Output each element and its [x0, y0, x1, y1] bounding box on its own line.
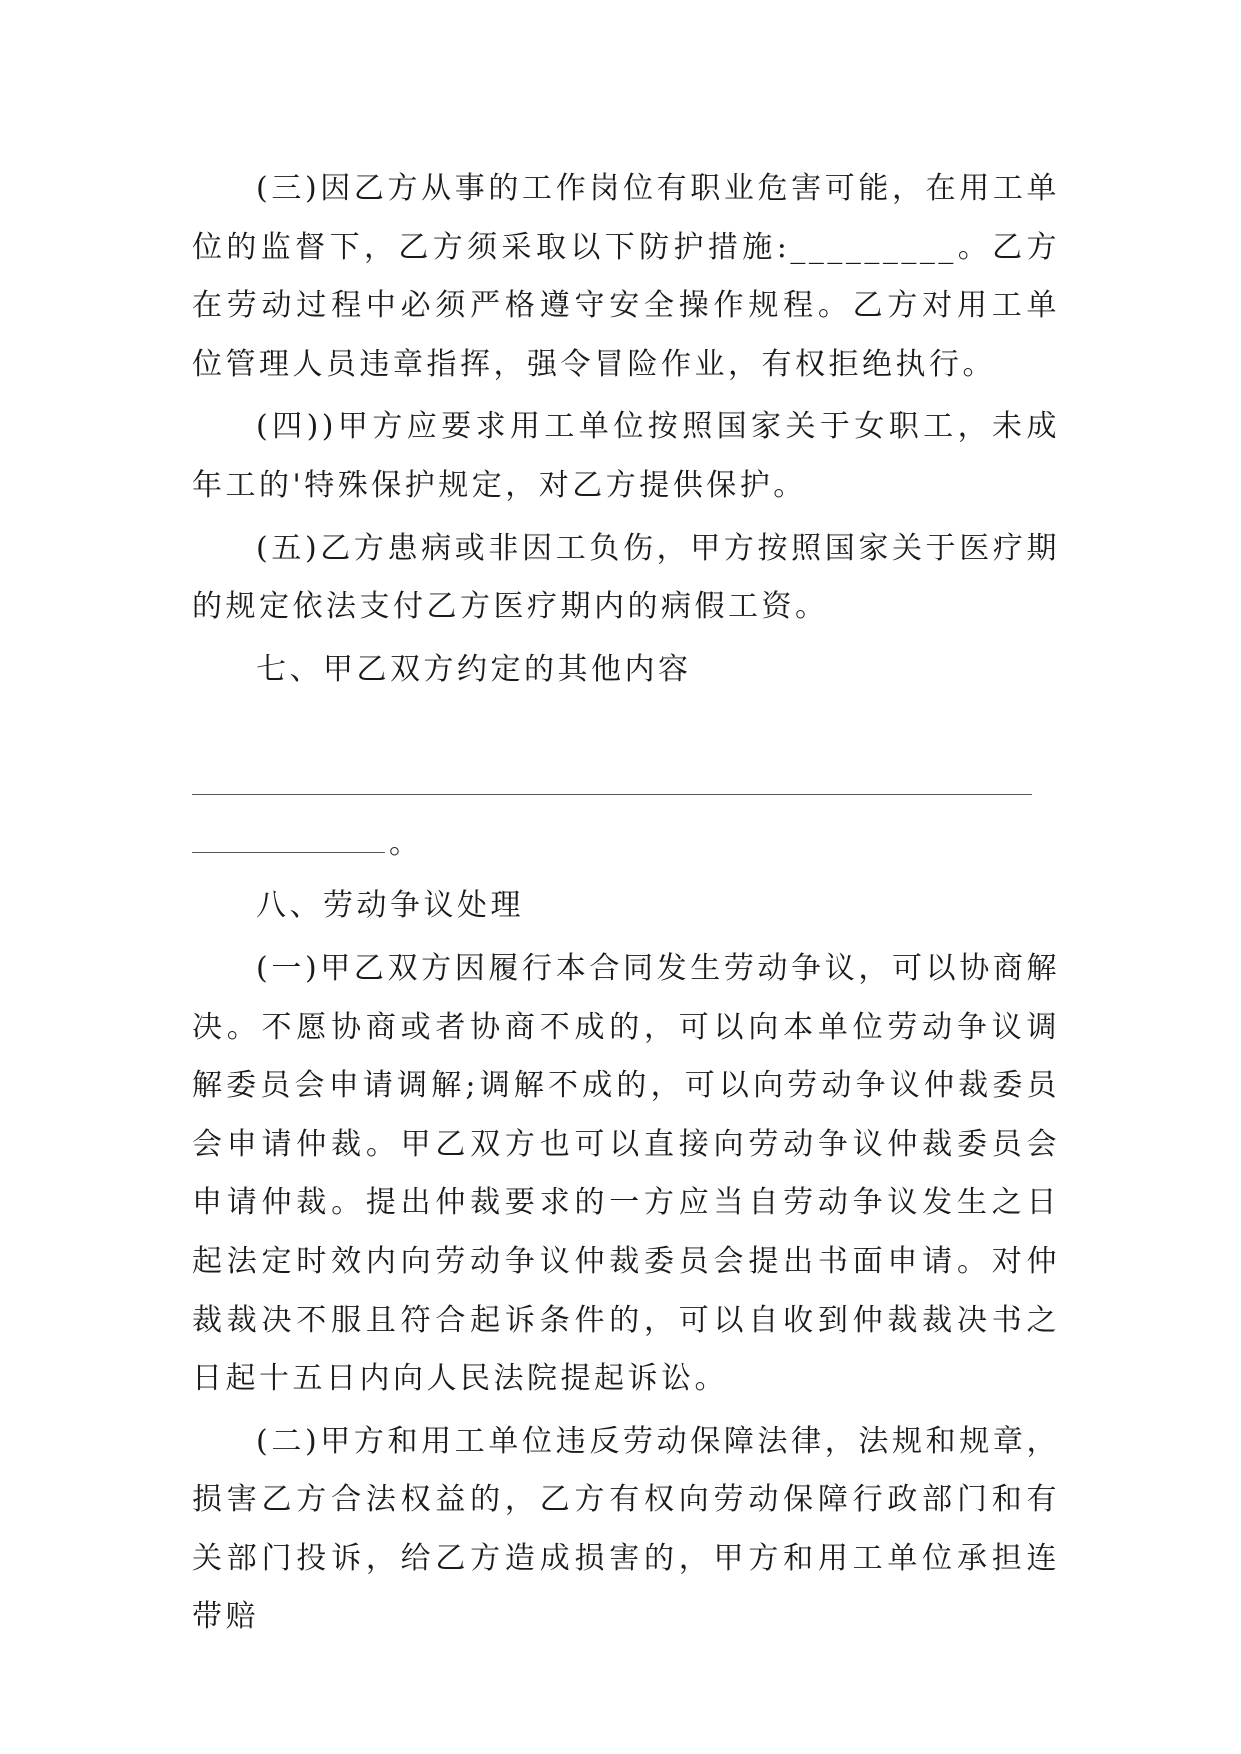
paragraph-joint-liability: (二)甲方和用工单位违反劳动保障法律，法规和规章，损害乙方合法权益的，乙方有权向劳动保障行政部门和有关部门投诉，给乙方造成损害的，甲方和用工单位承担连带赔: [192, 1423, 1060, 1635]
blank-space: [192, 699, 1060, 757]
section-7-heading: 七、甲乙双方约定的其他内容: [256, 651, 692, 687]
fill-in-blank-line-end: [192, 815, 1060, 873]
paragraph-dispute-resolution: (一)甲乙双方因履行本合同发生劳动争议，可以协商解决。不愿协商或者协商不成的，可以向本单位劳动争议调解委员会申请调解;调解不成的，可以向劳动争议仲裁委员会申请仲裁。甲乙双方也可以直接向劳动争议仲裁委员会申请仲裁。提出仲裁要求的一方应当自劳动争议发生之日起法定时效内向劳动争议仲裁委员会提出书面申请。对仲裁裁决不服且符合起诉条件的，可以自收到仲裁裁决书之日起十五日内向人民法院提起诉讼。: [192, 950, 1060, 1397]
section-8-heading: 八、劳动争议处理: [256, 888, 524, 924]
document-body: [192, 160, 1060, 1647]
underline-rule: [192, 794, 1032, 795]
paragraph-sick-leave: (五)乙方患病或非因工负伤，甲方按照国家关于医疗期的规定依法支付乙方医疗期内的病假工资。: [192, 530, 1060, 625]
paragraph-protection-measures: (三)因乙方从事的工作岗位有职业危害可能，在用工单位的监督下，乙方须采取以下防护措施:_________。乙方在劳动过程中必须严格遵守安全操作规程。乙方对用工单位管理人员违章指挥，强令冒险作业，有权拒绝执行。: [192, 171, 1060, 382]
underline-rule: [192, 852, 385, 853]
fill-in-blank-line: [192, 757, 1060, 815]
period-mark: 。: [389, 826, 423, 862]
paragraph-special-protection: (四))甲方应要求用工单位按照国家关于女职工，未成年工的'特殊保护规定，对乙方提供保护。: [192, 409, 1060, 503]
